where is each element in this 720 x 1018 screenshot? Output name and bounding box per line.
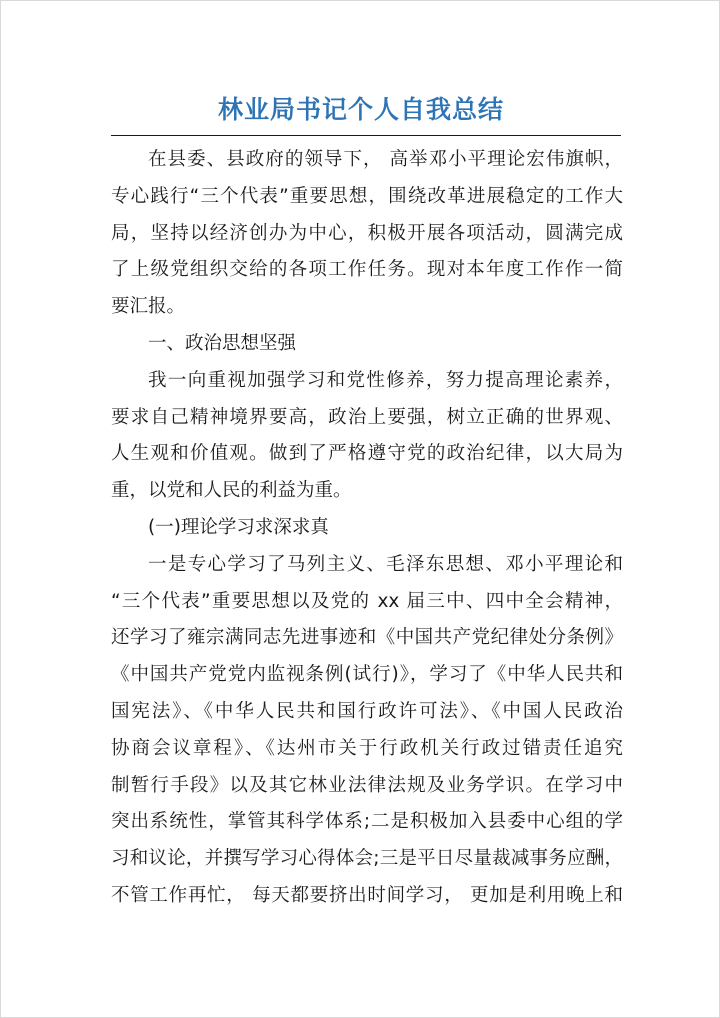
document-body	[111, 142, 623, 915]
body-line: 国宪法》、《中华人民共和国行政许可法》、《中国人民政治	[111, 700, 623, 722]
body-line: 局，坚持以经济创办为中心，积极开展各项活动，圆满完成	[111, 222, 623, 244]
body-line: 人生观和价值观。做到了严格遵守党的政治纪律，以大局为	[111, 443, 623, 465]
body-line: 还学习了雍宗满同志先进事迹和《中国共产党纪律处分条例》	[111, 627, 623, 649]
body-line: “三个代表”重要思想以及党的 xx 届三中、四中全会精神，	[111, 590, 623, 612]
body-line: (一)理论学习求深求真	[148, 516, 329, 538]
body-line: 一是专心学习了马列主义、毛泽东思想、邓小平理论和	[148, 553, 623, 575]
body-line: 我一向重视加强学习和党性修养，努力提高理论素养，	[148, 369, 623, 391]
title-underline	[111, 135, 621, 136]
document-title: 林业局书记个人自我总结	[217, 95, 504, 124]
body-line: 要汇报。	[111, 296, 186, 318]
body-line: 《中国共产党党内监视条例(试行)》，学习了《中华人民共和	[111, 664, 623, 686]
body-line: 不管工作再忙， 每天都要挤出时间学习， 更加是利用晚上和	[111, 884, 623, 906]
body-line: 要求自己精神境界要高，政治上要强，树立正确的世界观、	[111, 406, 623, 428]
body-line: 制暂行手段》以及其它林业法律法规及业务学识。在学习中	[111, 774, 623, 796]
body-line: 专心践行“三个代表”重要思想，围绕改革进展稳定的工作大	[111, 185, 623, 207]
body-line: 协商会议章程》、《达州市关于行政机关行政过错责任追究	[111, 737, 623, 759]
body-line: 突出系统性，掌管其科学体系;二是积极加入县委中心组的学	[111, 811, 623, 833]
body-line: 了上级党组织交给的各项工作任务。现对本年度工作作一简	[111, 259, 623, 281]
body-line: 重，以党和人民的利益为重。	[111, 480, 352, 502]
body-line: 一、政治思想坚强	[148, 332, 297, 354]
body-line: 习和议论，并撰写学习心得体会;三是平日尽量裁减事务应酬，	[111, 848, 623, 870]
body-line: 在县委、县政府的领导下， 高举邓小平理论宏伟旗帜，	[148, 149, 623, 170]
